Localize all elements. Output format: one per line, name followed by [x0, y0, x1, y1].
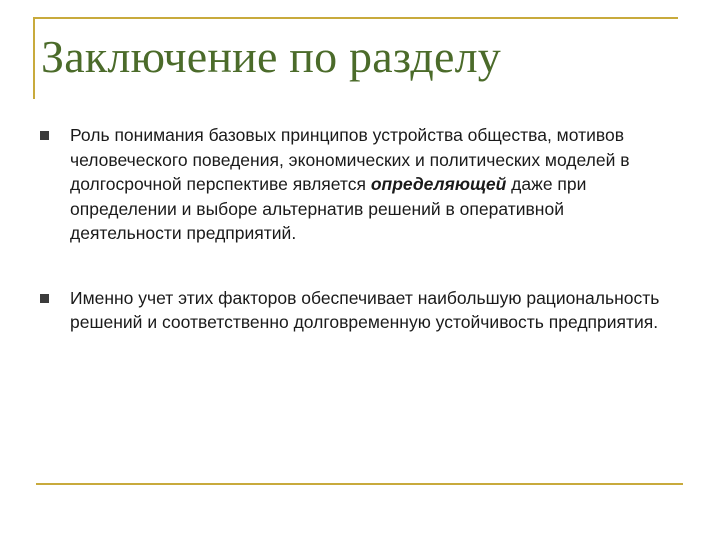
bullet-item-2 — [38, 286, 678, 335]
slide-title: Заключение по разделу — [41, 31, 501, 82]
bullet-list — [38, 123, 678, 335]
bullet-text-1-emphasis: определяющей — [370, 174, 507, 194]
square-bullet-icon — [40, 294, 49, 303]
square-bullet-icon — [40, 131, 49, 140]
frame-top-line — [33, 17, 678, 19]
bullet-text-2 — [70, 286, 678, 335]
bullet-text-1-before: Роль понимания базовых принципов устройства общества, мотивов человеческого поведения, экономических и политических моделей в долгосрочной перспективе является — [70, 125, 630, 194]
frame-left-line — [33, 17, 35, 99]
bullet-text-1 — [70, 123, 678, 246]
bullet-item-1 — [38, 123, 678, 246]
bullet-text-1-after: даже при определении и выборе альтернатив решений в оперативной деятельности предприятий. — [70, 174, 587, 243]
bullet-text-2-before: Именно учет этих факторов обеспечивает наибольшую рациональность решений и соответственно долговременную устойчивость предприятия. — [70, 287, 660, 332]
frame-bottom-line — [36, 483, 683, 485]
